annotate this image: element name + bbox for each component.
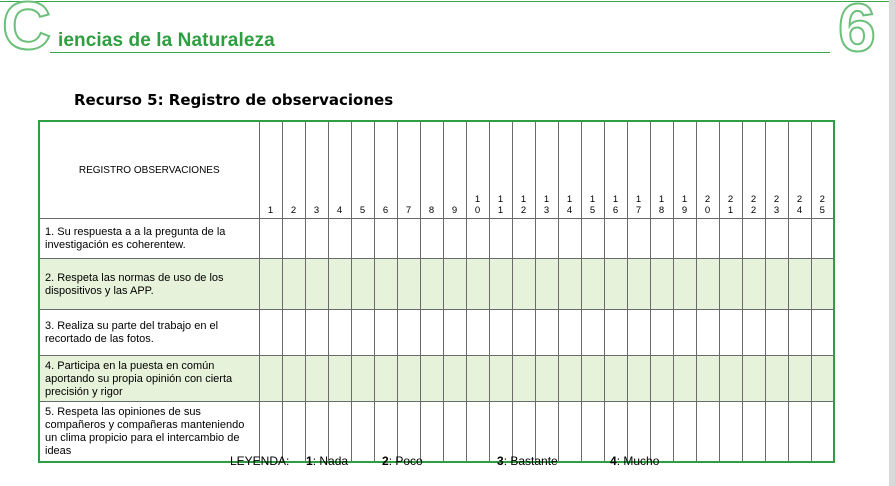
score-cell[interactable] [788, 356, 811, 402]
table-row [39, 219, 834, 259]
score-cell[interactable] [696, 259, 719, 310]
score-cell[interactable] [558, 219, 581, 259]
score-cell[interactable] [581, 356, 604, 402]
column-header-14: 1 4 [558, 121, 581, 219]
score-cell[interactable] [466, 356, 489, 402]
column-header-25: 2 5 [811, 121, 834, 219]
score-cell[interactable] [765, 259, 788, 310]
score-cell[interactable] [489, 310, 512, 356]
column-header-22: 2 2 [742, 121, 765, 219]
score-cell[interactable] [719, 310, 742, 356]
score-cell[interactable] [328, 310, 351, 356]
legend-item: 2: Poco [382, 454, 423, 468]
score-cell[interactable] [673, 219, 696, 259]
criterion-cell: 2. Respeta las normas de uso de los dispositivos y las APP. [39, 259, 259, 310]
score-cell[interactable] [788, 402, 811, 463]
score-cell[interactable] [535, 310, 558, 356]
score-cell[interactable] [282, 356, 305, 402]
score-cell[interactable] [719, 259, 742, 310]
score-cell[interactable] [811, 219, 834, 259]
score-cell[interactable] [466, 402, 489, 463]
score-cell[interactable] [420, 219, 443, 259]
chapter-letter-decoration: C [2, 0, 52, 64]
score-cell[interactable] [282, 402, 305, 463]
column-header-11: 1 1 [489, 121, 512, 219]
score-cell[interactable] [627, 259, 650, 310]
score-cell[interactable] [788, 259, 811, 310]
criterion-cell: 3. Realiza su parte del trabajo en el recortado de las fotos. [39, 310, 259, 356]
score-cell[interactable] [374, 310, 397, 356]
score-cell[interactable] [650, 259, 673, 310]
score-cell[interactable] [420, 356, 443, 402]
score-cell[interactable] [558, 310, 581, 356]
score-cell[interactable] [627, 402, 650, 463]
score-cell[interactable] [351, 219, 374, 259]
legend-label: LEYENDA: [230, 454, 290, 468]
table-row [39, 259, 834, 310]
score-cell[interactable] [558, 402, 581, 463]
score-cell[interactable] [719, 402, 742, 463]
score-cell[interactable] [305, 310, 328, 356]
criterion-cell: 4. Participa en la puesta en común aportando su propia opinión con cierta precisión y rigor [39, 356, 259, 402]
score-cell[interactable] [328, 356, 351, 402]
column-header-9: 9 [443, 121, 466, 219]
column-header-3: 3 [305, 121, 328, 219]
top-rule [0, 1, 889, 2]
score-cell[interactable] [742, 356, 765, 402]
score-cell[interactable] [604, 219, 627, 259]
score-cell[interactable] [374, 402, 397, 463]
score-cell[interactable] [765, 356, 788, 402]
score-cell[interactable] [374, 259, 397, 310]
legend-item: 1: Nada [306, 454, 349, 468]
score-cell[interactable] [397, 310, 420, 356]
score-cell[interactable] [443, 356, 466, 402]
score-cell[interactable] [627, 356, 650, 402]
score-cell[interactable] [443, 259, 466, 310]
column-header-6: 6 [374, 121, 397, 219]
score-cell[interactable] [259, 402, 282, 463]
score-cell[interactable] [627, 219, 650, 259]
column-header-12: 1 2 [512, 121, 535, 219]
column-header-17: 1 7 [627, 121, 650, 219]
score-cell[interactable] [489, 356, 512, 402]
unit-number-decoration: 6 [838, 0, 876, 66]
score-cell[interactable] [673, 402, 696, 463]
column-header-13: 1 3 [535, 121, 558, 219]
score-cell[interactable] [466, 310, 489, 356]
score-cell[interactable] [443, 310, 466, 356]
score-cell[interactable] [374, 219, 397, 259]
score-cell[interactable] [673, 259, 696, 310]
score-cell[interactable] [742, 259, 765, 310]
score-cell[interactable] [259, 259, 282, 310]
score-cell[interactable] [811, 259, 834, 310]
column-header-21: 2 1 [719, 121, 742, 219]
score-cell[interactable] [328, 402, 351, 463]
score-cell[interactable] [512, 402, 535, 463]
score-cell[interactable] [466, 219, 489, 259]
score-cell[interactable] [535, 259, 558, 310]
column-header-19: 1 9 [673, 121, 696, 219]
score-cell[interactable] [443, 219, 466, 259]
score-cell[interactable] [604, 402, 627, 463]
score-cell[interactable] [259, 219, 282, 259]
score-cell[interactable] [788, 310, 811, 356]
score-cell[interactable] [696, 402, 719, 463]
score-cell[interactable] [719, 356, 742, 402]
score-cell[interactable] [673, 356, 696, 402]
criterion-cell: 5. Respeta las opiniones de sus compañeros y compañeras manteniendo un clima propicio para el intercambio de ideas [39, 402, 259, 463]
score-cell[interactable] [673, 310, 696, 356]
score-cell[interactable] [259, 310, 282, 356]
subject-title: iencias de la Naturaleza [58, 30, 275, 51]
score-cell[interactable] [558, 356, 581, 402]
score-cell[interactable] [535, 356, 558, 402]
column-header-18: 1 8 [650, 121, 673, 219]
score-cell[interactable] [328, 219, 351, 259]
resource-title: Recurso 5: Registro de observaciones [74, 91, 394, 109]
score-cell[interactable] [328, 259, 351, 310]
score-cell[interactable] [443, 402, 466, 463]
score-cell[interactable] [650, 402, 673, 463]
score-cell[interactable] [351, 356, 374, 402]
table-row [39, 356, 834, 402]
column-header-16: 1 6 [604, 121, 627, 219]
score-cell[interactable] [397, 219, 420, 259]
legend-item: 4: Mucho [610, 454, 660, 468]
score-cell[interactable] [351, 310, 374, 356]
score-cell[interactable] [765, 219, 788, 259]
score-cell[interactable] [489, 259, 512, 310]
score-cell[interactable] [811, 402, 834, 463]
score-cell[interactable] [581, 219, 604, 259]
score-cell[interactable] [351, 259, 374, 310]
score-cell[interactable] [535, 402, 558, 463]
score-cell[interactable] [650, 219, 673, 259]
score-cell[interactable] [581, 310, 604, 356]
score-cell[interactable] [374, 356, 397, 402]
score-cell[interactable] [742, 402, 765, 463]
column-header-8: 8 [420, 121, 443, 219]
score-cell[interactable] [420, 259, 443, 310]
column-header-20: 2 0 [696, 121, 719, 219]
score-cell[interactable] [259, 356, 282, 402]
score-cell[interactable] [305, 402, 328, 463]
column-header-10: 1 0 [466, 121, 489, 219]
score-cell[interactable] [305, 259, 328, 310]
score-cell[interactable] [512, 356, 535, 402]
table-row [39, 310, 834, 356]
score-cell[interactable] [719, 219, 742, 259]
score-cell[interactable] [397, 402, 420, 463]
table-row [39, 402, 834, 463]
score-cell[interactable] [512, 219, 535, 259]
column-header-2: 2 [282, 121, 305, 219]
score-cell[interactable] [811, 356, 834, 402]
score-cell[interactable] [282, 259, 305, 310]
table-header-row [39, 121, 834, 219]
score-cell[interactable] [397, 356, 420, 402]
score-cell[interactable] [397, 259, 420, 310]
column-header-24: 2 4 [788, 121, 811, 219]
score-cell[interactable] [282, 310, 305, 356]
criterion-cell: 1. Su respuesta a a la pregunta de la investigación es coherentew. [39, 219, 259, 259]
score-cell[interactable] [581, 259, 604, 310]
column-header-5: 5 [351, 121, 374, 219]
score-cell[interactable] [696, 310, 719, 356]
score-cell[interactable] [650, 310, 673, 356]
score-cell[interactable] [489, 219, 512, 259]
score-cell[interactable] [742, 219, 765, 259]
score-cell[interactable] [512, 259, 535, 310]
column-header-1: 1 [259, 121, 282, 219]
column-header-7: 7 [397, 121, 420, 219]
score-cell[interactable] [512, 310, 535, 356]
score-cell[interactable] [765, 402, 788, 463]
header-rule [50, 52, 830, 53]
score-cell[interactable] [466, 259, 489, 310]
score-cell[interactable] [420, 402, 443, 463]
score-cell[interactable] [489, 402, 512, 463]
score-cell[interactable] [604, 356, 627, 402]
score-cell[interactable] [604, 310, 627, 356]
score-cell[interactable] [535, 219, 558, 259]
score-cell[interactable] [811, 310, 834, 356]
observation-table [38, 120, 835, 463]
score-cell[interactable] [627, 310, 650, 356]
score-cell[interactable] [788, 219, 811, 259]
table-header-label: REGISTRO OBSERVACIONES [39, 121, 259, 219]
column-header-4: 4 [328, 121, 351, 219]
column-header-15: 1 5 [581, 121, 604, 219]
column-header-23: 2 3 [765, 121, 788, 219]
score-cell[interactable] [305, 219, 328, 259]
score-cell[interactable] [282, 219, 305, 259]
score-cell[interactable] [696, 219, 719, 259]
score-cell[interactable] [581, 402, 604, 463]
window-edge [889, 0, 895, 486]
legend-item: 3: Bastante [497, 454, 558, 468]
score-cell[interactable] [305, 356, 328, 402]
score-cell[interactable] [351, 402, 374, 463]
score-cell[interactable] [742, 310, 765, 356]
score-cell[interactable] [650, 356, 673, 402]
score-cell[interactable] [696, 356, 719, 402]
score-cell[interactable] [420, 310, 443, 356]
score-cell[interactable] [604, 259, 627, 310]
score-cell[interactable] [558, 259, 581, 310]
score-cell[interactable] [765, 310, 788, 356]
